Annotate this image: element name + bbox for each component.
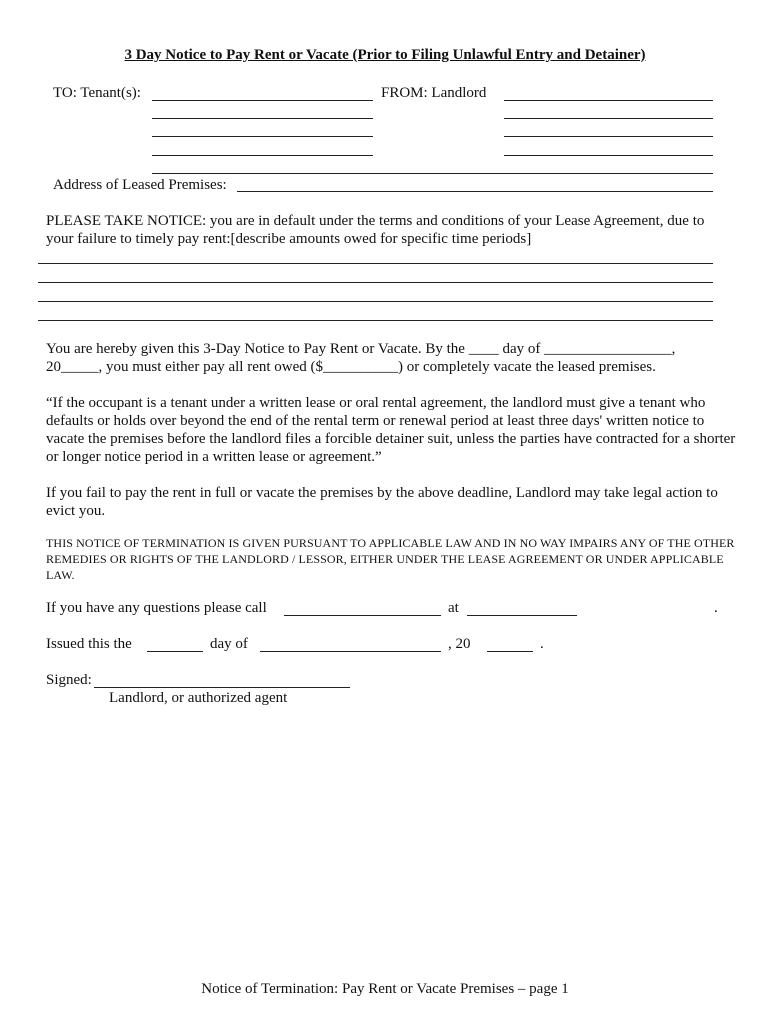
page-footer: Notice of Termination: Pay Rent or Vacate Premises – page 1 [201, 981, 569, 997]
address-label: Address of Leased Premises: [53, 177, 227, 193]
issued-month-line[interactable] [260, 651, 441, 652]
amount-owed-line-4[interactable] [38, 320, 713, 321]
landlord-label: FROM: Landlord [381, 85, 487, 101]
signed-label: Signed: [46, 672, 92, 688]
deadline-line-1: You are hereby given this 3-Day Notice to Pay Rent or Vacate. By the ____ day of _________________, [46, 341, 676, 357]
contact-name-line[interactable] [284, 615, 441, 616]
address-line-upper[interactable] [152, 173, 713, 174]
questions-at-label: at [448, 600, 459, 616]
landlord-name-line-2[interactable] [504, 118, 713, 119]
issued-label: Issued this the [46, 636, 132, 652]
landlord-name-line-1[interactable] [504, 100, 713, 101]
tenant-name-line-1[interactable] [152, 100, 373, 101]
amount-owed-line-2[interactable] [38, 282, 713, 283]
statute-quote-paragraph: “If the occupant is a tenant under a written lease or oral rental agreement, the landlord must give a tenant who defaults or holds over beyond the end of the rental term or renewal period at least three days' written notice to vacate the premises before the landlord files a forcible detainer suit, unless the parties have contracted for a shorter or longer notice period in a written lease or agreement.” [46, 395, 736, 465]
questions-label: If you have any questions please call [46, 600, 267, 616]
termination-notice-caps: THIS NOTICE OF TERMINATION IS GIVEN PURSUANT TO APPLICABLE LAW AND IN NO WAY IMPAIRS ANY OF THE OTHER REMEDIES OR RIGHTS OF THE LANDLORD / LESSOR, EITHER UNDER THE LEASE AGREEMENT OR UNDER APPLICABLE LAW. [46, 536, 735, 582]
questions-period: . [714, 600, 718, 616]
document-title: 3 Day Notice to Pay Rent or Vacate (Prior to Filing Unlawful Entry and Detainer) [124, 47, 646, 63]
landlord-name-line-4[interactable] [504, 155, 713, 156]
amount-owed-line-1[interactable] [38, 263, 713, 264]
tenant-name-line-2[interactable] [152, 118, 373, 119]
deadline-line-2: 20_____, you must either pay all rent owed ($__________) or completely vacate the leased premises. [46, 359, 656, 375]
issued-day-line[interactable] [147, 651, 203, 652]
address-line[interactable] [237, 191, 713, 192]
issued-day-of-label: day of [210, 636, 248, 652]
landlord-name-line-3[interactable] [504, 136, 713, 137]
amount-owed-line-3[interactable] [38, 301, 713, 302]
eviction-warning-paragraph: If you fail to pay the rent in full or vacate the premises by the above deadline, Landlord may take legal action to evict you. [46, 485, 718, 519]
signature-caption: Landlord, or authorized agent [109, 690, 288, 706]
contact-phone-line[interactable] [467, 615, 577, 616]
tenant-name-line-3[interactable] [152, 136, 373, 137]
notice-paragraph: PLEASE TAKE NOTICE: you are in default under the terms and conditions of your Lease Agreement, due to your failure to timely pay rent:[describe amounts owed for specific time periods] [46, 213, 705, 247]
issued-period: . [540, 636, 544, 652]
issued-year-line[interactable] [487, 651, 533, 652]
tenant-name-line-4[interactable] [152, 155, 373, 156]
issued-year-prefix: , 20 [448, 636, 471, 652]
tenant-label: TO: Tenant(s): [53, 85, 141, 101]
signature-line[interactable] [94, 687, 350, 688]
